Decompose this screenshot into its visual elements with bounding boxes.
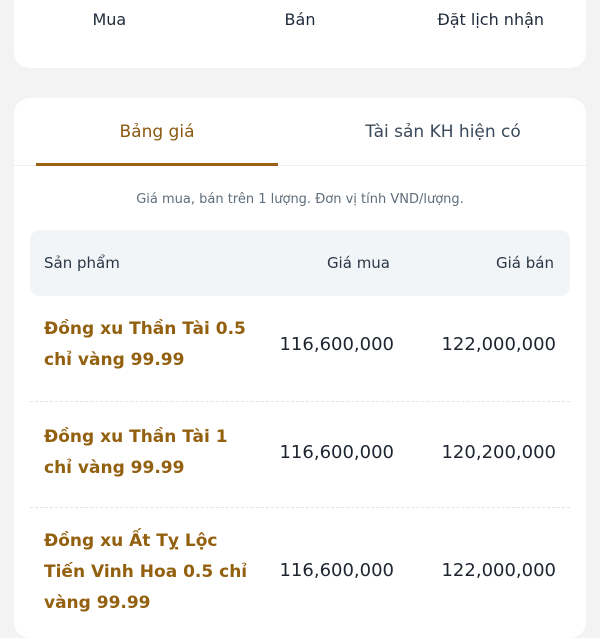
tab-bar	[14, 98, 586, 166]
table-row	[30, 296, 570, 402]
sell-price: 120,200,000	[441, 442, 556, 463]
table-row	[30, 508, 570, 638]
sell-button[interactable]: Bán	[284, 10, 316, 29]
product-name: Đồng xu Ất Tỵ Lộc Tiến Vinh Hoa 0.5 chỉ vàng 99.99	[44, 531, 248, 613]
header-product: Sản phẩm	[44, 254, 120, 272]
schedule-pickup-button[interactable]: Đặt lịch nhận	[437, 10, 545, 29]
tab-price-table-label: Bảng giá	[119, 122, 195, 142]
tab-customer-assets[interactable]	[300, 98, 586, 165]
table-header	[30, 230, 570, 296]
product-name: Đồng xu Thần Tài 1 chỉ vàng 99.99	[44, 427, 228, 478]
action-card	[14, 0, 586, 68]
header-sell-price: Giá bán	[496, 254, 554, 272]
product-name: Đồng xu Thần Tài 0.5 chỉ vàng 99.99	[44, 319, 246, 370]
buy-price: 116,600,000	[279, 334, 394, 355]
action-bar	[14, 10, 586, 29]
buy-button[interactable]: Mua	[92, 10, 127, 29]
table-row	[30, 402, 570, 508]
tab-price-table[interactable]	[14, 98, 300, 165]
tab-customer-assets-label: Tài sản KH hiện có	[365, 122, 521, 142]
buy-price: 116,600,000	[279, 442, 394, 463]
buy-price: 116,600,000	[279, 560, 394, 581]
sell-price: 122,000,000	[441, 334, 556, 355]
active-tab-indicator	[36, 163, 278, 166]
price-unit-note: Giá mua, bán trên 1 lượng. Đơn vị tính VND/lượng.	[136, 192, 464, 207]
sell-price: 122,000,000	[441, 560, 556, 581]
price-card	[14, 98, 586, 638]
header-buy-price: Giá mua	[326, 254, 390, 272]
